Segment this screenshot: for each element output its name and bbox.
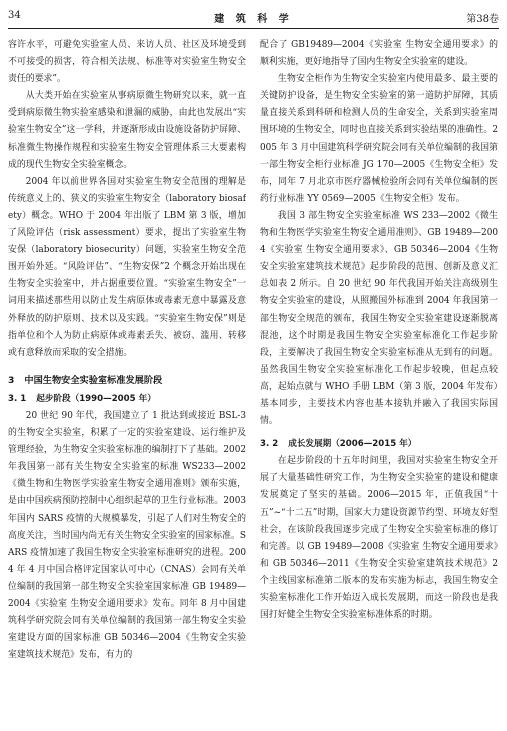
subsection-title: 成长发展期（2006—2015 年）: [288, 439, 417, 450]
paragraph: 在起步阶段的十五年时间里，我国对实验室生物安全开展了大量基础性研究工作，为生物安全实验室的建设和健康发展奠定了坚实的基础。2006—2015 年，正值我国“十五”~“十二五”时期，国家大力建设资源节约型、环境友好型社会，在该阶段我国逐步完成了生物安全实验室标准的修订和完善。以 GB 19489—2008《实验室 生物安全通用要求》和 GB 50346—2011《生物安全实验室建筑技术规范》2 个主线国家标准第二版本的发布实施为标志，我国生物安全实验室标准化工作开始迈入成长发展期，而这一阶段也是我国打好健全生物安全实验室标准体系的时期。: [260, 456, 498, 621]
section-title: 中国生物安全实验室标准发展阶段: [24, 374, 163, 386]
left-column: [8, 37, 246, 727]
volume-label: 第38卷: [466, 14, 499, 25]
paragraph: 容许水平，可避免实验室人员、来访人员、社区及环境受到不可接受的损害，符合相关法规、标准等对实验室生物安全责任的要求”。: [8, 40, 246, 85]
paragraph: 20 世纪 90 年代，我国建立了 1 批达到或接近 BSL-3 的生物安全实验室，积累了一定的实验室建设、运行维护及管理经验，为生物安全实验室标准的编制打下了基础。2002 年我国第一部有关生物安全实验室的标准 WS233—2002《微生物和生物医学实验室生物安全通用准则》颁布实施，是由中国疾病预防控制中心组织起草的卫生行业标准。2003 年国内 SARS 疫情的大规模暴发，引起了人们对生物安全的高度关注，当时国内尚无有关生物安全实验室的国家标准。SARS 疫情加速了我国生物安全实验室标准研究的进程。2004 年 4 月中国合格评定国家认可中心（CNAS）会同有关单位编制的我国第一部生物安全实验室国家标准 GB 19489—2004《实验室 生物安全通用要求》发布。同年 8 月中国建筑科学研究院会同有关单位编制的我国第一部生物安全实验室建设方面的国家标准 GB 50346—2004《生物安全实验室建筑技术规范》发布，有力的: [8, 410, 246, 661]
paragraph: 从大类开始在实验室从事病原微生物研究以来，就一直受到病原微生物实验室感染和泄漏的威胁，由此也发展出“实验室生物安全”这一学科，并逐渐形成由设施设备防护屏障、标准微生物操作规程和实验室生物安全管理体系三大要素构成的现代生物安全实验室概念。: [8, 91, 246, 170]
running-header: [8, 10, 499, 26]
header-rule: [8, 28, 499, 29]
subsection-title: 起步阶段（1990—2005 年）: [36, 393, 156, 404]
subsection-heading: [260, 436, 498, 453]
paragraph: 配合了 GB19489—2004《实验室 生物安全通用要求》的顺利实施，更好地指导了国内生物安全实验室的建设。: [260, 40, 498, 68]
subsection-number: 3. 2: [260, 439, 279, 450]
subsection-heading: [8, 391, 246, 408]
paragraph: 我国 3 部生物安全实验室标准 WS 233—2002《微生物和生物医学实验室生物安全通用准则》、GB 19489—2004《实验室 生物安全通用要求》、GB 50346—2004《生物安全实验室建筑技术规范》起步阶段的范围、创新及意义汇总如表 2 所示。自 20 世纪 90 年代我国开始关注高级别生物安全实验室的建设，从照搬国外标准到 2004 年我国第一部生物安全规范的颁布，我国生物安全实验室建设逐渐脱离混池，这个时期是我国生物安全实验室标准化工作起步阶段，主要解决了我国生物安全实验室标准从无到有的问题。虽然我国生物安全实验室标准化工作起步较晚，但起点较高，起始点就与 WHO 手册 LBM（第 3 版，2004 年发布）基本同步，主要技术内容也基本接轨并融入了我国实际国情。: [260, 210, 498, 427]
section-number: 3: [8, 374, 15, 386]
paragraph: 生物安全柜作为生物安全实验室内使用最多、最主要的关键防护设备，是生物安全实验室的第一道防护屏障，其质量直接关系到科研和检测人员的生命安全，关系到实验室周围环境的生物安全，同时也直接关系到实验结果的准确性。2005 年 3 月中国建筑科学研究院会同有关单位编制的我国第一部生物安全柜行业标准 JG 170—2005《生物安全柜》发布，同年 7 月北京市医疗器械检验所会同有关单位编制的医药行业标准 YY 0569—2005《生物安全柜》发布。: [260, 74, 498, 204]
journal-title: 建 筑 科 学: [214, 14, 293, 25]
paragraph: 2004 年以前世界各国对实验室生物安全范围的理解是传统意义上的、狭义的实验室生物安全（laboratory biosafety）概念。WHO 于 2004 年出版了 LBM 第 3 版，增加了风险评估（risk assessment）要求，提出了实验室生物安保（laboratory biosecurity）问题，实验室生物安全范围开始外延。“风险评估”、“生物安保”2 个概念开始出现在生物安全实验室中，并占据重要位置。“实验室生物安全”一词用来描述那些用以防止发生病原体或毒素无意中暴露及意外释放的防护原则、技术以及实践。“实验室生物安保”则是指单位和个人为防止病原体或毒素丢失、被窃、滥用、转移或有意释放而采取的安全措施。: [8, 176, 246, 358]
right-column: [260, 37, 498, 727]
page-number: 34: [8, 10, 21, 21]
section-heading: [8, 372, 246, 389]
subsection-number: 3. 1: [8, 393, 27, 404]
